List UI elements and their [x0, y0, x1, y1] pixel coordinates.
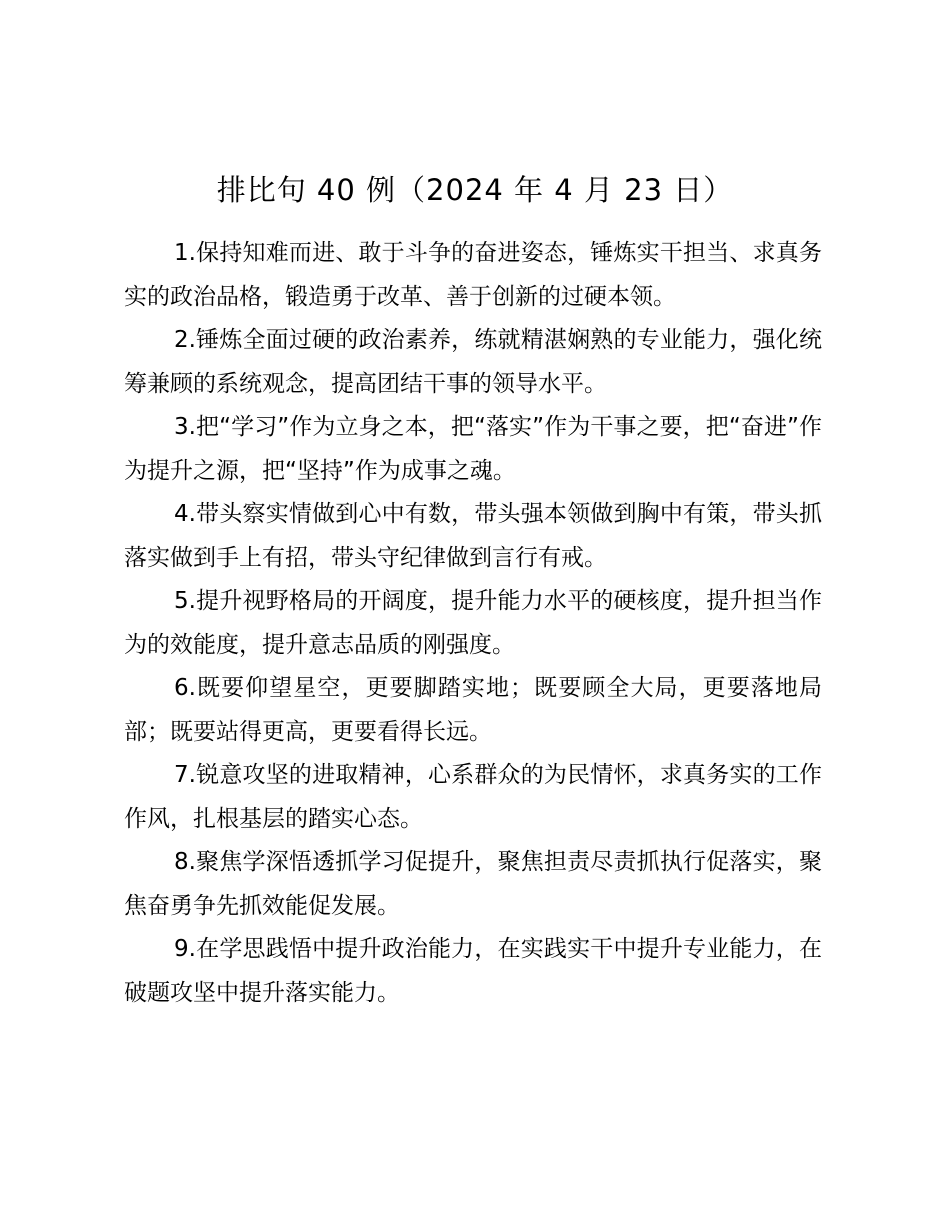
paragraph-6: 6.既要仰望星空，更要脚踏实地；既要顾全大局，更要落地局部；既要站得更高，更要看得长远。: [124, 675, 822, 745]
document-title: 排比句 40 例（2024 年 4 月 23 日）: [216, 173, 734, 207]
paragraph-2: 2.锤炼全面过硬的政治素养，练就精湛娴熟的专业能力，强化统筹兼顾的系统观念，提高团结干事的领导水平。: [124, 327, 822, 397]
paragraph-9: 9.在学思践悟中提升政治能力，在实践实干中提升专业能力，在破题攻坚中提升落实能力。: [124, 936, 822, 1006]
paragraph-4: 4.带头察实情做到心中有数，带头强本领做到胸中有策，带头抓落实做到手上有招，带头守纪律做到言行有戒。: [124, 501, 822, 571]
paragraph-7: 7.锐意攻坚的进取精神，心系群众的为民情怀，求真务实的工作作风，扎根基层的踏实心态。: [124, 762, 822, 832]
paragraph-1: 1.保持知难而进、敢于斗争的奋进姿态，锤炼实干担当、求真务实的政治品格，锻造勇于改革、善于创新的过硬本领。: [124, 240, 822, 310]
paragraph-8: 8.聚焦学深悟透抓学习促提升，聚焦担责尽责抓执行促落实，聚焦奋勇争先抓效能促发展。: [124, 849, 822, 919]
paragraph-3: 3.把“学习”作为立身之本，把“落实”作为干事之要，把“奋进”作为提升之源，把“坚持”作为成事之魂。: [124, 414, 822, 484]
paragraph-5: 5.提升视野格局的开阔度，提升能力水平的硬核度，提升担当作为的效能度，提升意志品质的刚强度。: [124, 588, 822, 658]
document-body: [124, 232, 822, 1015]
